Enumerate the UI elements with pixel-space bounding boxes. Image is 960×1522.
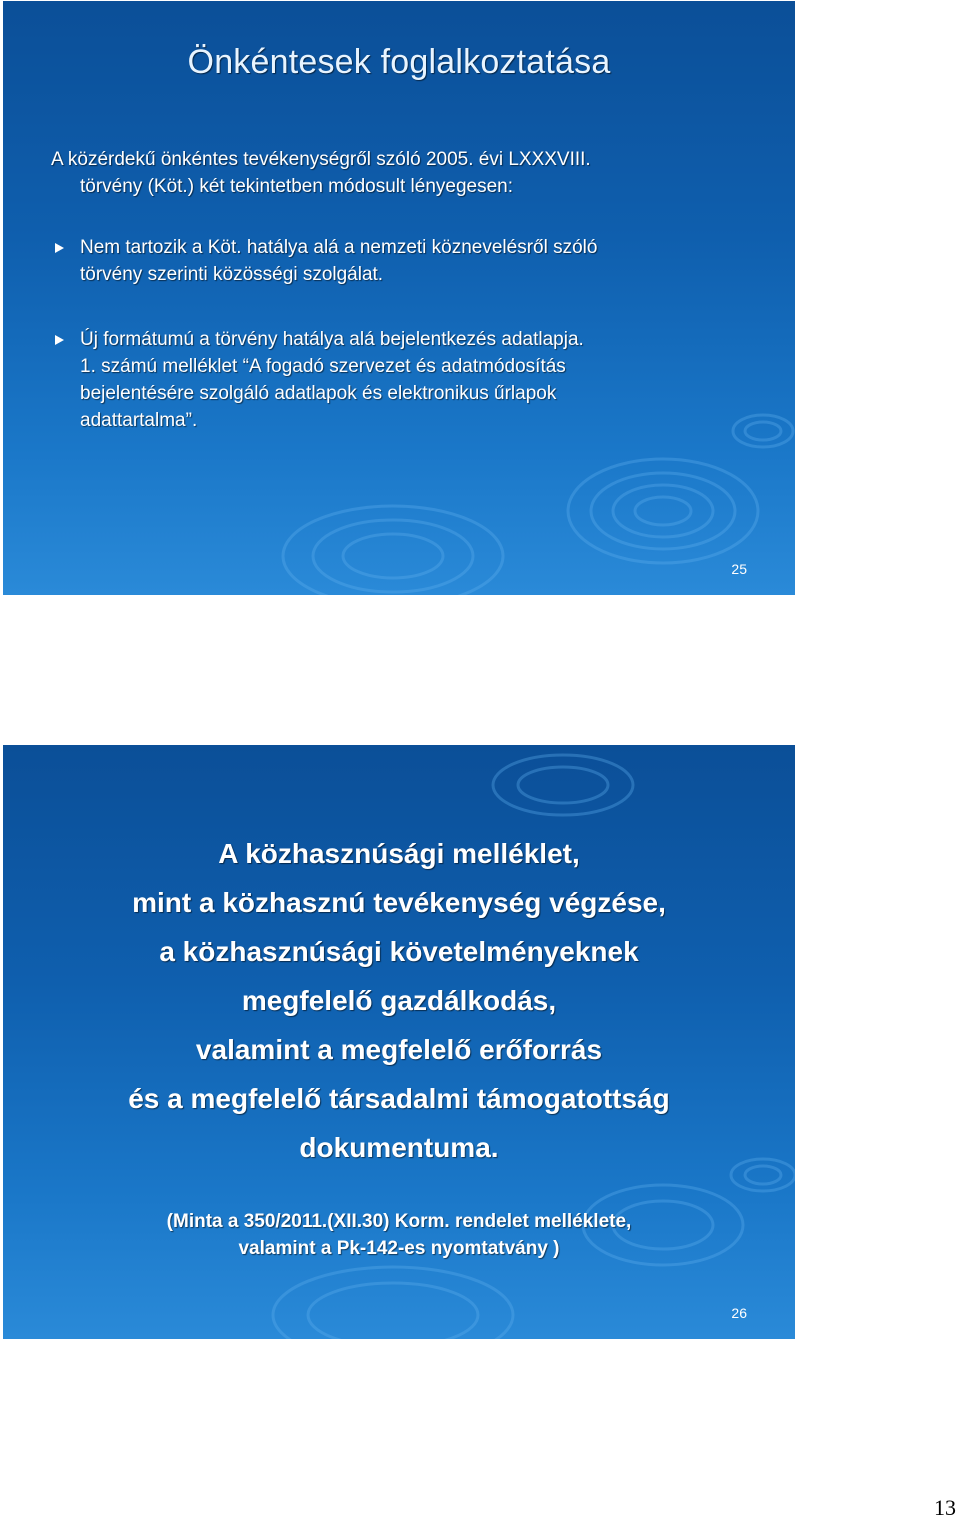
bullet-2-line-4: adattartalma”. [80, 410, 198, 431]
slide-page-number: 25 [731, 561, 747, 577]
slide-page-number: 26 [731, 1305, 747, 1321]
center-line-5: valamint a megfelelő erőforrás [195, 1034, 603, 1065]
center-line-6: és a megfelelő társadalmi támogatottság [128, 1083, 670, 1114]
center-line-2: mint a közhasznú tevékenység végzése, [132, 887, 666, 918]
note-line-2: valamint a Pk-142-es nyomtatvány ) [238, 1238, 560, 1259]
bullet-1-line-2: törvény szerinti közösségi szolgálat. [80, 264, 384, 285]
slide-title: Önkéntesek foglalkoztatása [187, 43, 611, 81]
center-line-3: a közhasznúsági követelményeknek [159, 936, 639, 967]
bullet-2-line-3: bejelentésére szolgáló adatlapok és elektronikus űrlapok [80, 383, 557, 404]
arrow-bullet-icon [55, 335, 64, 345]
arrow-bullet-icon [55, 243, 64, 253]
intro-line-2: törvény (Köt.) két tekintetben módosult lényegesen: [80, 176, 514, 197]
bullet-item-1 [51, 234, 751, 288]
intro-line-1: A közérdekű önkéntes tevékenységről szóló 2005. évi LXXXVIII. [51, 149, 591, 170]
bullet-2-line-2: 1. számú melléklet “A fogadó szervezet és adatmódosítás [80, 356, 566, 377]
center-line-1: A közhasznúsági melléklet, [218, 838, 580, 869]
center-line-4: megfelelő gazdálkodás, [241, 985, 557, 1016]
bullet-1-line-1: Nem tartozik a Köt. hatálya alá a nemzeti köznevelésről szóló [80, 237, 598, 258]
note-paragraph [3, 1208, 795, 1262]
intro-paragraph [51, 146, 751, 200]
slide-26 [3, 745, 795, 1339]
note-line-1: (Minta a 350/2011.(XII.30) Korm. rendelet melléklete, [166, 1211, 632, 1232]
center-line-7: dokumentuma. [299, 1132, 499, 1163]
bullet-2-line-1: Új formátumú a törvény hatálya alá bejelentkezés adatlapja. [80, 329, 584, 350]
slide-25 [3, 1, 795, 595]
bullet-item-2 [51, 326, 751, 434]
document-page-number: 13 [934, 1495, 956, 1520]
water-ripple-decoration [3, 1, 795, 595]
center-heading [3, 829, 795, 1172]
